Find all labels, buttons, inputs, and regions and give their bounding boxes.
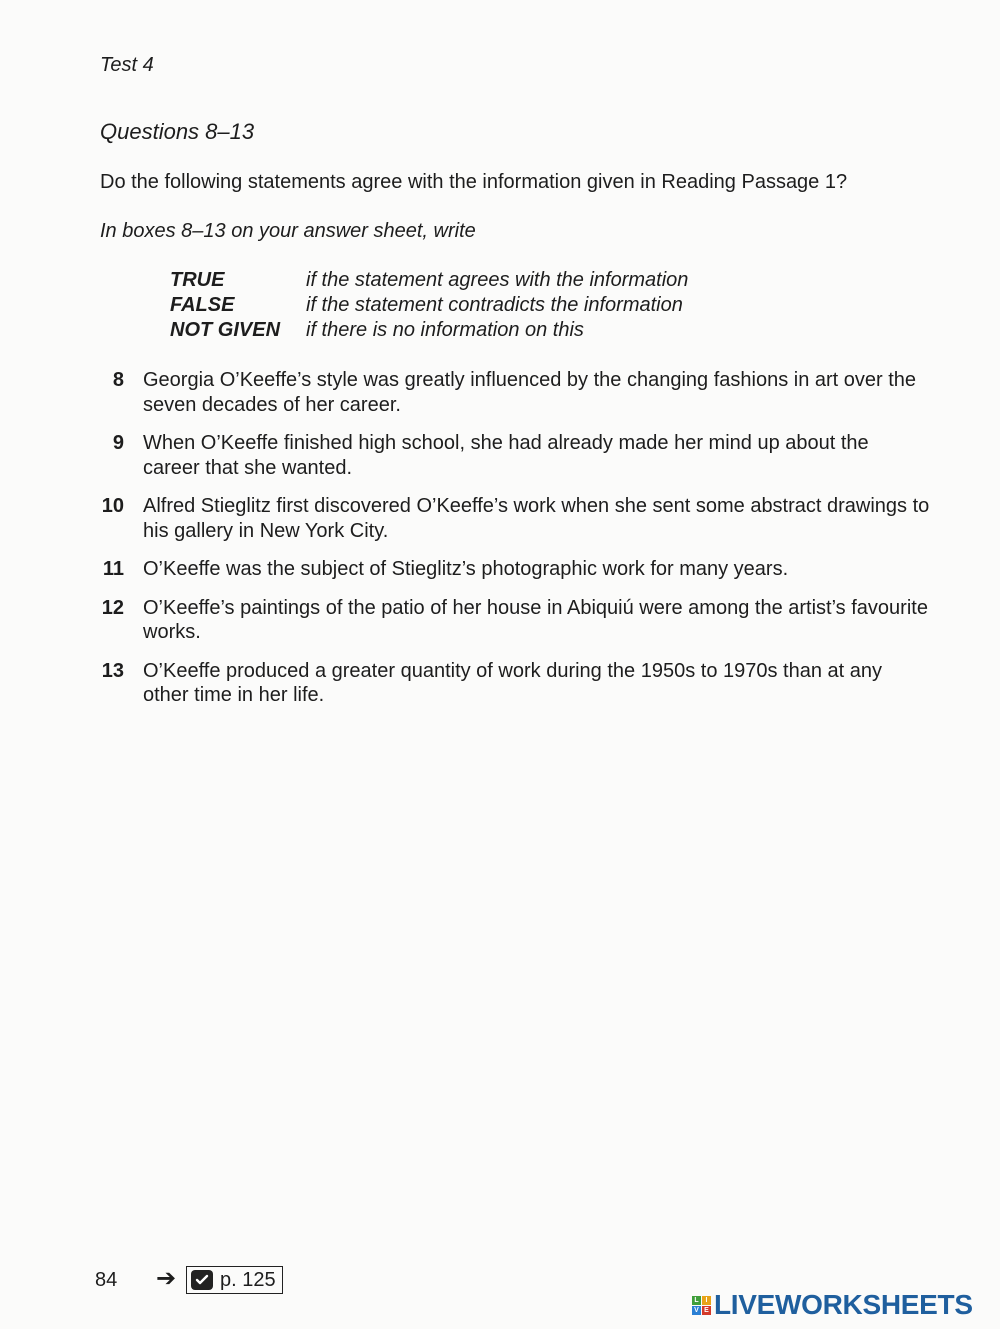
key-row-false [170,293,688,318]
key-term: NOT GIVEN [170,319,281,341]
key-description: if there is no information on this [306,319,584,341]
key-description: if the statement contradicts the information [306,294,683,316]
question-number: 12 [101,596,124,619]
logo-mark-icon [692,1296,711,1315]
question-text: When O’Keeffe finished high school, she had already made her mind up about the career that she wanted. [143,432,869,479]
logo-cell: I [702,1296,711,1305]
question-item [90,494,930,543]
instruction-text: Do the following statements agree with the information given in Reading Passage 1? [100,171,848,193]
arrow-right-icon: ➔ [156,1265,177,1292]
question-item [90,659,930,708]
logo-text: LIVEWORKSHEETS [714,1289,973,1320]
reference-text: p. 125 [220,1268,276,1291]
answer-instruction: In boxes 8–13 on your answer sheet, write [100,220,476,242]
key-description: if the statement agrees with the information [306,269,689,291]
logo-cell: E [702,1306,711,1315]
key-row-not-given [170,318,688,343]
key-term: TRUE [170,269,225,291]
question-text: O’Keeffe produced a greater quantity of work during the 1950s to 1970s than at any other time in her life. [143,659,883,706]
key-term: FALSE [170,294,235,316]
question-number: 13 [101,659,124,682]
question-text: Alfred Stieglitz first discovered O’Keeffe’s work when she sent some abstract drawings to his gallery in New York City. [143,495,930,542]
logo-cell: L [692,1296,701,1305]
question-number: 9 [112,432,124,454]
section-heading: Questions 8–13 [100,119,255,144]
question-number: 10 [101,495,124,517]
running-head: Test 4 [100,54,154,76]
question-item [90,557,930,582]
logo-cell: V [692,1306,701,1315]
answer-key-legend [170,268,688,343]
key-row-true [170,268,688,293]
question-text: Georgia O’Keeffe’s style was greatly influenced by the changing fashions in art over the seven decades of her career. [143,369,917,416]
question-item [90,596,930,645]
question-number: 8 [112,369,124,391]
answer-key-icon [191,1270,213,1290]
answer-reference-link[interactable] [186,1266,283,1294]
question-list [90,368,930,722]
question-item [90,431,930,480]
liveworksheets-logo [692,1289,973,1321]
question-text: O’Keeffe’s paintings of the patio of her house in Abiquiú were among the artist’s favourite works. [143,596,928,643]
question-number: 11 [102,558,124,580]
question-item [90,368,930,417]
question-text: O’Keeffe was the subject of Stieglitz’s photographic work for many years. [143,558,789,580]
page-number: 84 [95,1269,118,1291]
